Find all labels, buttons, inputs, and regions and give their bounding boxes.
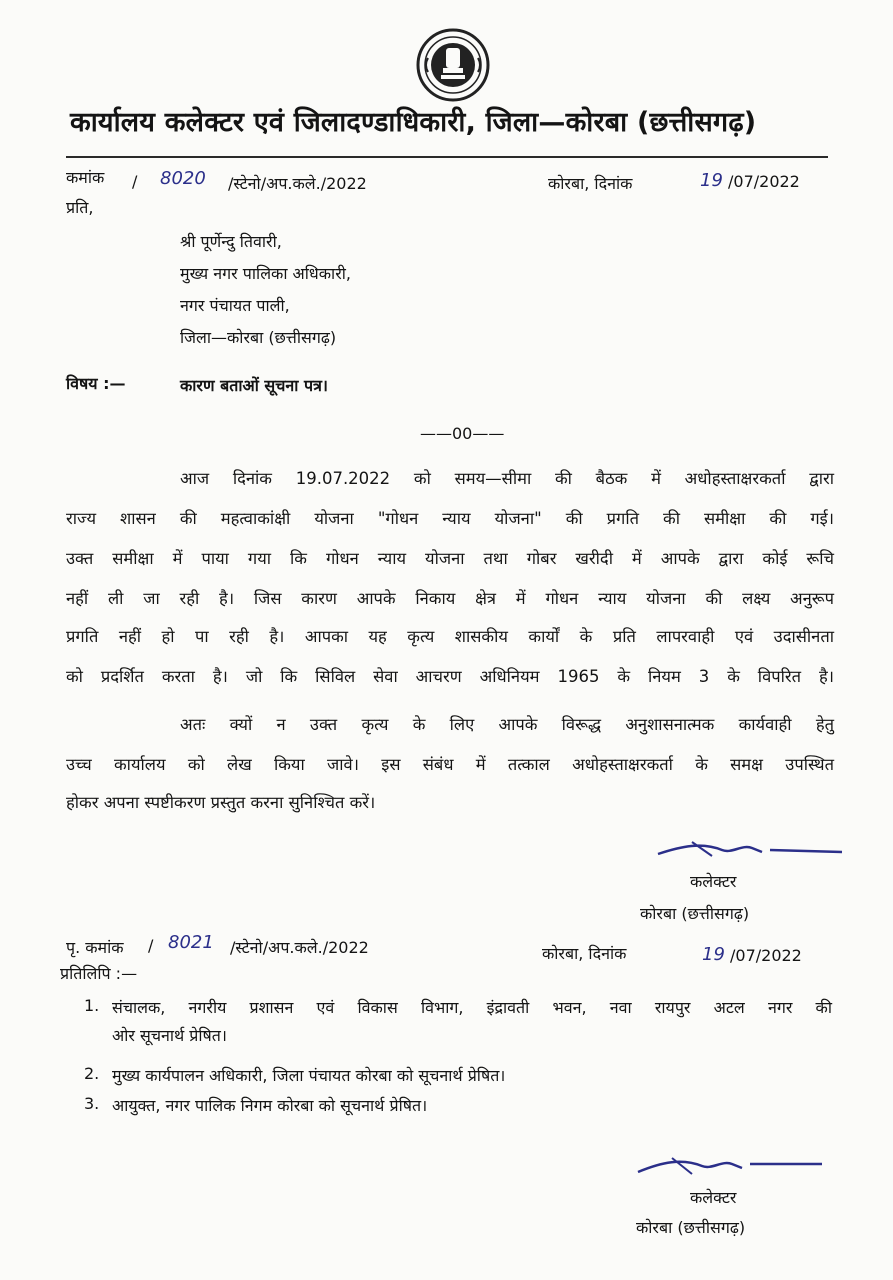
copy-item-line: मुख्य कार्यपालन अधिकारी, जिला पंचायत कोरबा को सूचनार्थ प्रेषित।: [112, 1066, 506, 1085]
separator: ——00——: [420, 424, 505, 443]
copy-ref-label: पृ. कमांक: [66, 938, 124, 957]
letter-ref-number: 8020: [160, 168, 206, 189]
copy-place-date-label: कोरबा, दिनांक: [542, 944, 627, 963]
subject-text: कारण बताओं सूचना पत्र।: [180, 376, 328, 395]
addressee-line: श्री पूर्णेन्दु तिवारी,: [180, 232, 282, 251]
para1-line: प्रगति नहीं हो पा रही है। आपका यह कृत्य शासकीय कार्यों के प्रति लापरवाही एवं उदासीनता: [66, 627, 834, 646]
letter-ref-separator: /: [132, 172, 138, 191]
copy-ref-separator: /: [148, 936, 154, 955]
addressee-line: जिला—कोरबा (छत्तीसगढ़): [180, 328, 337, 347]
copy-ref-suffix: /स्टेनो/अप.कले./2022: [230, 938, 369, 957]
header-rule: [66, 156, 828, 158]
signatory-place: कोरबा (छत्तीसगढ़): [640, 904, 750, 923]
para2-line: उच्च कार्यालय को लेख किया जावे। इस संबंध में तत्काल अधोहस्ताक्षरकर्ता के समक्ष उपस्थित: [66, 755, 834, 774]
para2-line: अतः क्यों न उक्त कृत्य के लिए आपके विरूद्ध अनुशासनात्मक कार्यवाही हेतु: [180, 715, 834, 734]
copy-item-number: 2.: [84, 1064, 100, 1083]
copy-item-number: 1.: [84, 996, 100, 1015]
signatory-title: कलेक्टर: [690, 872, 737, 891]
copy-date-rest: /07/2022: [730, 946, 802, 965]
copy-item-number: 3.: [84, 1094, 100, 1113]
copy-date-day: 19: [702, 944, 725, 965]
to-label: प्रति,: [66, 198, 94, 217]
para1-line: उक्त समीक्षा में पाया गया कि गोधन न्याय योजना तथा गोबर खरीदी में आपके द्वारा कोई रूचि: [66, 549, 834, 568]
letter-ref-label: कमांक: [66, 168, 105, 187]
para1-line: आज दिनांक 19.07.2022 को समय—सीमा की बैठक में अधोहस्ताक्षरकर्ता द्वारा: [180, 469, 834, 488]
para1-line: राज्य शासन की महत्वाकांक्षी योजना "गोधन न्याय योजना" की प्रगति की समीक्षा की गई।: [66, 509, 834, 528]
copy-ref-number: 8021: [168, 932, 214, 953]
copy-label: प्रतिलिपि :—: [60, 964, 138, 983]
office-title: कार्यालय कलेक्टर एवं जिलादण्डाधिकारी, जिला—कोरबा (छत्तीसगढ़): [70, 107, 757, 138]
copy-signatory-title: कलेक्टर: [690, 1188, 737, 1207]
letter-date-day: 19: [700, 170, 723, 191]
para1-line: को प्रदर्शित करता है। जो कि सिविल सेवा आचरण अधिनियम 1965 के नियम 3 के विपरित है।: [66, 667, 834, 686]
addressee-line: मुख्य नगर पालिका अधिकारी,: [180, 264, 351, 283]
letter-ref-suffix: /स्टेनो/अप.कले./2022: [228, 174, 367, 193]
letter-place-date-label: कोरबा, दिनांक: [548, 174, 633, 193]
copy-item-line: ओर सूचनार्थ प्रेषित।: [112, 1026, 227, 1045]
subject-label: विषय :—: [66, 374, 126, 393]
para1-line: नहीं ली जा रही है। जिस कारण आपके निकाय क्षेत्र में गोधन न्याय योजना की लक्ष्य अनुरूप: [66, 589, 834, 608]
para2-line: होकर अपना स्पष्टीकरण प्रस्तुत करना सुनिश्चित करें।: [66, 793, 376, 812]
signature-icon: [652, 836, 852, 864]
letter-date-rest: /07/2022: [728, 172, 800, 191]
copy-signatory-place: कोरबा (छत्तीसगढ़): [636, 1218, 746, 1237]
addressee-line: नगर पंचायत पाली,: [180, 296, 290, 315]
state-emblem-icon: [416, 28, 490, 102]
copy-item-line: आयुक्त, नगर पालिक निगम कोरबा को सूचनार्थ प्रेषित।: [112, 1096, 428, 1115]
copy-item-line: संचालक, नगरीय प्रशासन एवं विकास विभाग, इंद्रावती भवन, नवा रायपुर अटल नगर की: [112, 998, 832, 1017]
signature-icon: [632, 1152, 832, 1180]
